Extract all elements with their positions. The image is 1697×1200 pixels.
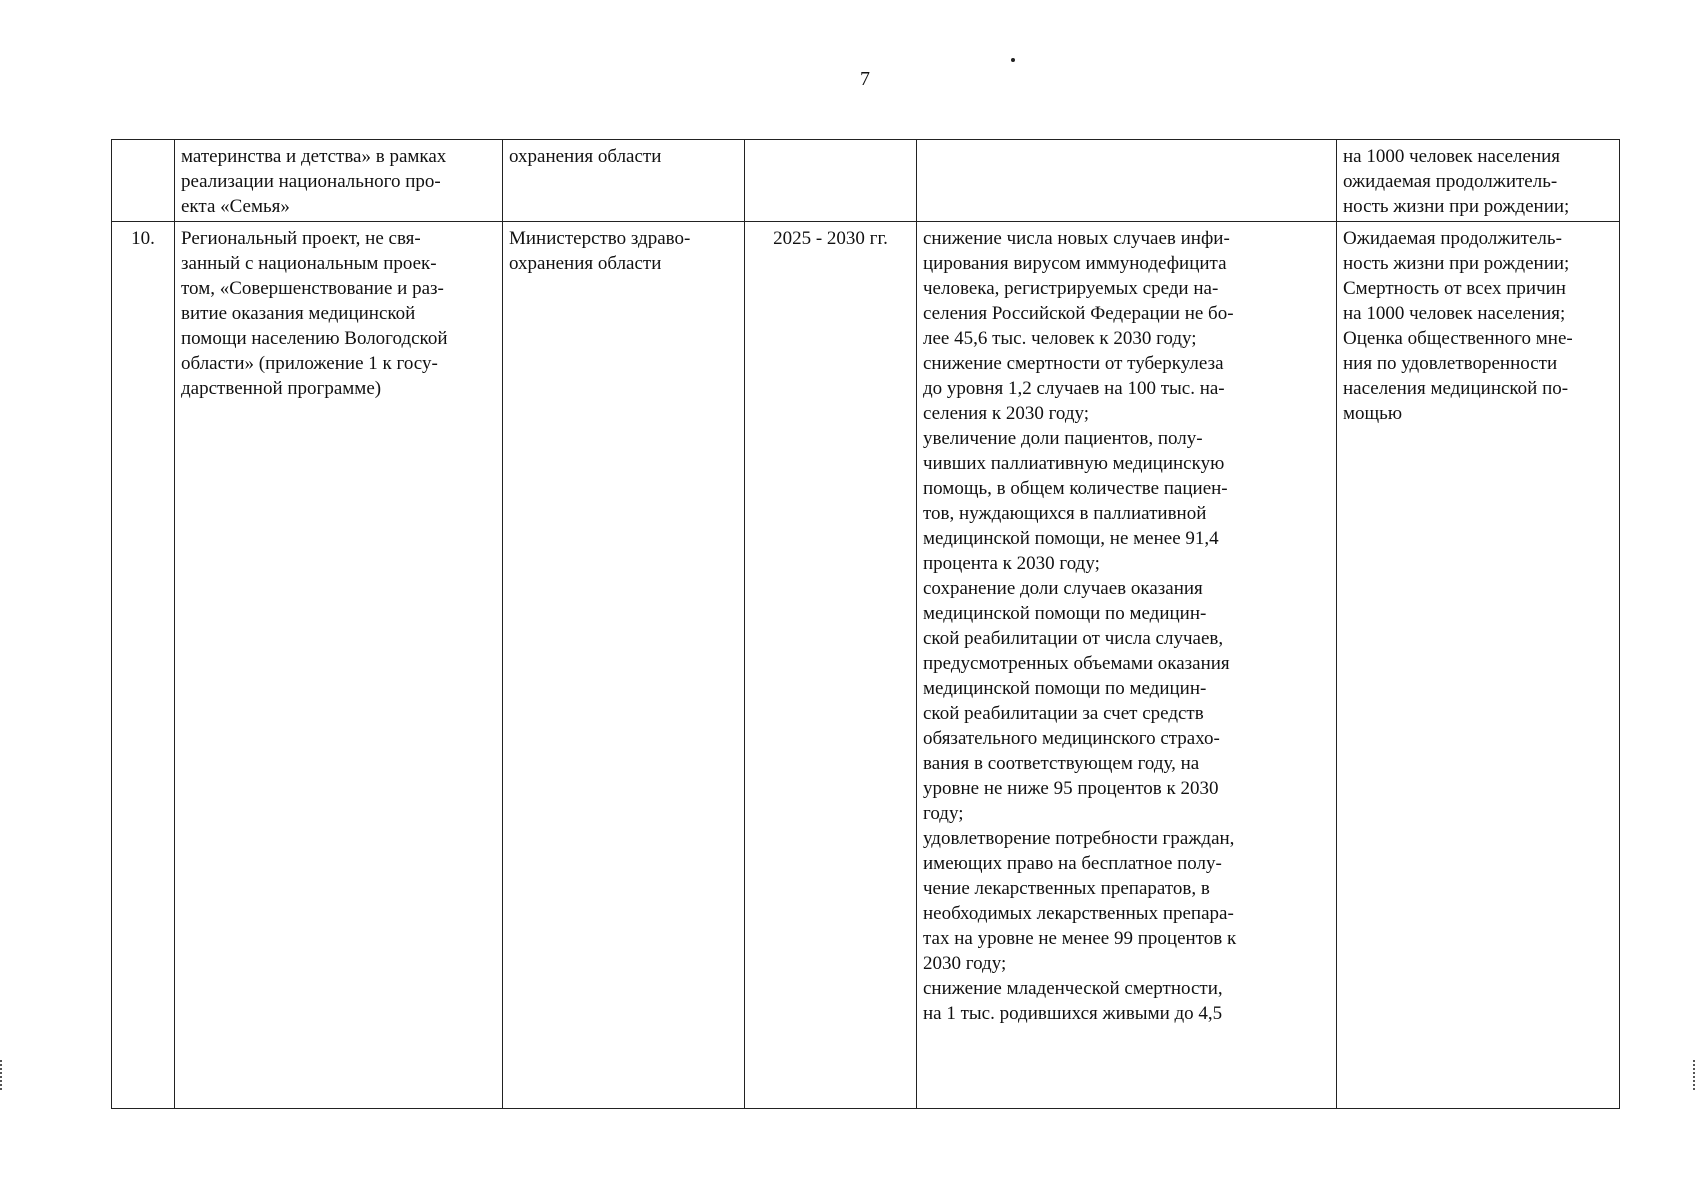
project-name-cell: [175, 222, 503, 1109]
text-line: том, «Совершенствование и раз-: [181, 278, 444, 299]
text-line: занный с национальным проек-: [181, 253, 437, 274]
text-line: сохранение доли случаев оказания: [923, 578, 1203, 599]
text-line: селения Российской Федерации не бо-: [923, 303, 1234, 324]
text-line: медицинской помощи по медицин-: [923, 678, 1207, 699]
indicators-cell: [1337, 140, 1620, 222]
results-cell: [917, 140, 1337, 222]
text-line: ожидаемая продолжитель-: [1343, 171, 1558, 192]
text-line: населения медицинской по-: [1343, 378, 1569, 399]
text-line: году;: [923, 803, 964, 824]
executor-cell: [503, 140, 745, 222]
text-line: Ожидаемая продолжитель-: [1343, 228, 1562, 249]
executor-cell: [503, 222, 745, 1109]
text-line: цирования вирусом иммунодефицита: [923, 253, 1227, 274]
text-line: Министерство здраво-: [509, 228, 691, 249]
text-line: ской реабилитации за счет средств: [923, 703, 1204, 724]
text-line: витие оказания медицинской: [181, 303, 416, 324]
text-line: обязательного медицинского страхо-: [923, 728, 1220, 749]
text-line: на 1000 человек населения;: [1343, 303, 1566, 324]
row-number-cell: [112, 140, 175, 222]
program-table: [111, 139, 1620, 1109]
text-line: медицинской помощи, не менее 91,4: [923, 528, 1219, 549]
text-line: до уровня 1,2 случаев на 100 тыс. на-: [923, 378, 1225, 399]
text-line: ской реабилитации от числа случаев,: [923, 628, 1224, 649]
text-line: тах на уровне не менее 99 процентов к: [923, 928, 1237, 949]
scan-margin-mark: [1693, 1060, 1697, 1090]
period-cell: [745, 140, 917, 222]
text-line: мощью: [1343, 403, 1403, 424]
text-line: помощь, в общем количестве пациен-: [923, 478, 1228, 499]
text-line: снижение числа новых случаев инфи-: [923, 228, 1230, 249]
text-line: необходимых лекарственных препара-: [923, 903, 1234, 924]
text-line: снижение младенческой смертности,: [923, 978, 1223, 999]
text-line: снижение смертности от туберкулеза: [923, 353, 1224, 374]
text-line: предусмотренных объемами оказания: [923, 653, 1230, 674]
project-name-cell: [175, 140, 503, 222]
text-line: на 1000 человек населения: [1343, 146, 1561, 167]
table-row: [112, 140, 1620, 222]
text-line: екта «Семья»: [181, 196, 290, 217]
text-line: вания в соответствующем году, на: [923, 753, 1200, 774]
text-line: имеющих право на бесплатное полу-: [923, 853, 1222, 874]
text-line: чение лекарственных препаратов, в: [923, 878, 1210, 899]
text-line: селения к 2030 году;: [923, 403, 1090, 424]
text-line: дарственной программе): [181, 378, 382, 399]
text-line: охранения области: [509, 146, 662, 167]
row-number-cell: 10.: [112, 222, 175, 1109]
text-line: человека, регистрируемых среди на-: [923, 278, 1219, 299]
period-cell: 2025 - 2030 гг.: [745, 222, 917, 1109]
text-line: процента к 2030 году;: [923, 553, 1100, 574]
text-line: медицинской помощи по медицин-: [923, 603, 1207, 624]
scan-dot-mark: [1011, 58, 1015, 62]
text-line: материнства и детства» в рамках: [181, 146, 447, 167]
text-line: увеличение доли пациентов, полу-: [923, 428, 1203, 449]
text-line: ность жизни при рождении;: [1343, 253, 1570, 274]
scan-margin-mark: [0, 1060, 4, 1090]
text-line: области» (приложение 1 к госу-: [181, 353, 438, 374]
table-row: [112, 222, 1620, 1109]
text-line: на 1 тыс. родившихся живыми до 4,5: [923, 1003, 1223, 1024]
page-number: 7: [860, 68, 870, 90]
text-line: Смертность от всех причин: [1343, 278, 1566, 299]
text-line: реализации национального про-: [181, 171, 441, 192]
text-line: тов, нуждающихся в паллиативной: [923, 503, 1207, 524]
text-line: лее 45,6 тыс. человек к 2030 году;: [923, 328, 1197, 349]
text-line: 2030 году;: [923, 953, 1007, 974]
indicators-cell: [1337, 222, 1620, 1109]
text-line: чивших паллиативную медицинскую: [923, 453, 1225, 474]
text-line: ность жизни при рождении;: [1343, 196, 1570, 217]
text-line: удовлетворение потребности граждан,: [923, 828, 1235, 849]
text-line: Региональный проект, не свя-: [181, 228, 421, 249]
text-line: уровне не ниже 95 процентов к 2030: [923, 778, 1219, 799]
text-line: помощи населению Вологодской: [181, 328, 448, 349]
text-line: Оценка общественного мне-: [1343, 328, 1573, 349]
text-line: охранения области: [509, 253, 662, 274]
results-cell: [917, 222, 1337, 1109]
text-line: ния по удовлетворенности: [1343, 353, 1558, 374]
